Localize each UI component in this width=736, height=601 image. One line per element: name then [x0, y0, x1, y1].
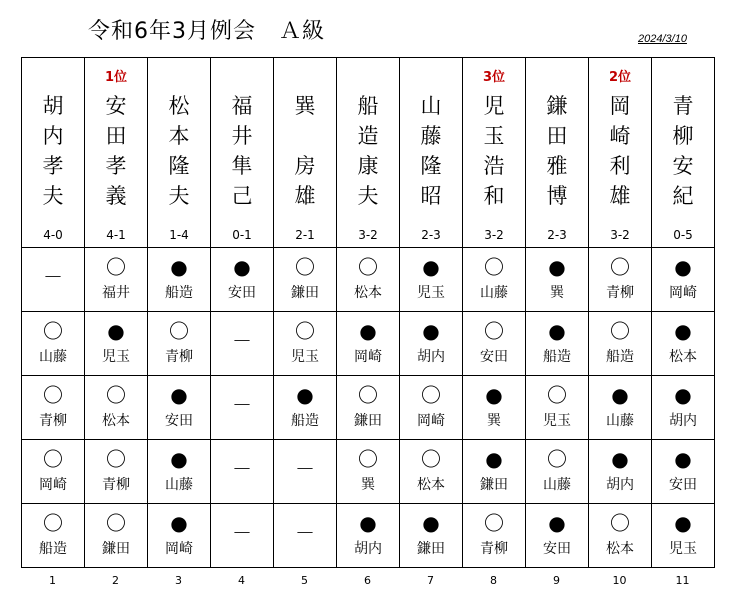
opponent-name: 胡内 — [354, 541, 382, 557]
opponent-name: 青柳 — [480, 541, 508, 557]
opponent-name: 松本 — [102, 413, 130, 429]
result-cell — [337, 312, 400, 376]
win-mark: 〇 — [484, 319, 504, 343]
rank-badge — [148, 66, 210, 82]
win-mark: 〇 — [43, 383, 63, 407]
column-number: 5 — [301, 574, 308, 587]
loss-mark: ● — [359, 319, 377, 343]
result-cell — [148, 440, 211, 504]
no-game-mark: － — [232, 329, 252, 353]
column-number: 7 — [427, 574, 434, 587]
result-cell — [148, 504, 211, 568]
result-cell — [85, 248, 148, 312]
opponent-name: 鎌田 — [417, 541, 445, 557]
player-header — [22, 58, 85, 248]
result-cell — [463, 440, 526, 504]
opponent-name: 鎌田 — [102, 541, 130, 557]
player-header — [652, 58, 715, 248]
result-cell — [22, 504, 85, 568]
opponent-name: 山藤 — [480, 285, 508, 301]
result-cell — [22, 312, 85, 376]
opponent-name: 岡崎 — [669, 285, 697, 301]
loss-mark: ● — [359, 511, 377, 535]
win-loss-record: 3-2 — [358, 228, 378, 242]
win-mark: 〇 — [358, 255, 378, 279]
win-mark: 〇 — [421, 447, 441, 471]
win-mark: 〇 — [547, 447, 567, 471]
win-mark: 〇 — [106, 511, 126, 535]
opponent-name: 児玉 — [291, 349, 319, 365]
loss-mark: ● — [674, 383, 692, 407]
opponent-name: 船造 — [606, 349, 634, 365]
result-cell — [274, 312, 337, 376]
opponent-name: 青柳 — [606, 285, 634, 301]
win-mark: 〇 — [610, 511, 630, 535]
result-cell — [337, 504, 400, 568]
player-header — [85, 58, 148, 248]
opponent-name: 船造 — [543, 349, 571, 365]
result-cell — [337, 440, 400, 504]
opponent-name: 青柳 — [39, 413, 67, 429]
column-number: 2 — [112, 574, 119, 587]
result-cell — [400, 312, 463, 376]
column-number: 4 — [238, 574, 245, 587]
player-header — [274, 58, 337, 248]
result-cell — [526, 312, 589, 376]
result-cell — [652, 376, 715, 440]
win-loss-record: 0-5 — [673, 228, 693, 242]
loss-mark: ● — [611, 447, 629, 471]
result-cell — [148, 376, 211, 440]
result-cell — [463, 504, 526, 568]
page-title: 令和6年3月例会 Ａ級 — [88, 19, 325, 44]
win-loss-record: 2-1 — [295, 228, 315, 242]
loss-mark: ● — [485, 383, 503, 407]
player-name: 船 造 康 夫 — [357, 94, 379, 208]
opponent-name: 児玉 — [102, 349, 130, 365]
player-header — [148, 58, 211, 248]
column-number: 8 — [490, 574, 497, 587]
no-game-mark: － — [232, 521, 252, 545]
player-name: 岡 崎 利 雄 — [609, 94, 631, 208]
result-cell — [22, 248, 85, 312]
opponent-name: 児玉 — [669, 541, 697, 557]
opponent-name: 児玉 — [417, 285, 445, 301]
loss-mark: ● — [170, 383, 188, 407]
column-number: 6 — [364, 574, 371, 587]
win-mark: 〇 — [610, 255, 630, 279]
win-loss-record: 2-3 — [547, 228, 567, 242]
win-mark: 〇 — [106, 383, 126, 407]
result-cell — [211, 376, 274, 440]
win-loss-record: 3-2 — [610, 228, 630, 242]
opponent-name: 安田 — [165, 413, 193, 429]
loss-mark: ● — [674, 511, 692, 535]
column-number: 11 — [675, 574, 690, 587]
opponent-name: 船造 — [39, 541, 67, 557]
result-cell — [274, 504, 337, 568]
opponent-name: 安田 — [543, 541, 571, 557]
rank-badge: 3位 — [482, 70, 506, 85]
result-cell — [274, 376, 337, 440]
result-cell — [589, 248, 652, 312]
win-loss-record: 3-2 — [484, 228, 504, 242]
result-cell — [589, 440, 652, 504]
win-mark: 〇 — [106, 255, 126, 279]
win-mark: 〇 — [106, 447, 126, 471]
player-name: 鎌 田 雅 博 — [546, 94, 568, 208]
result-cell — [526, 504, 589, 568]
result-cell — [22, 376, 85, 440]
opponent-name: 胡内 — [606, 477, 634, 493]
result-cell — [400, 504, 463, 568]
rank-badge — [274, 66, 336, 82]
result-cell — [526, 376, 589, 440]
win-loss-record: 2-3 — [421, 228, 441, 242]
opponent-name: 岡崎 — [39, 477, 67, 493]
result-cell — [652, 504, 715, 568]
result-cell — [85, 440, 148, 504]
result-cell — [85, 312, 148, 376]
rank-badge — [337, 66, 399, 82]
rank-badge — [22, 66, 84, 82]
rank-badge: 2位 — [608, 70, 632, 85]
opponent-name: 松本 — [417, 477, 445, 493]
rank-badge — [652, 66, 714, 82]
loss-mark: ● — [296, 383, 314, 407]
opponent-name: 岡崎 — [417, 413, 445, 429]
opponent-name: 児玉 — [543, 413, 571, 429]
win-mark: 〇 — [295, 255, 315, 279]
result-cell — [526, 248, 589, 312]
result-cell — [589, 312, 652, 376]
opponent-name: 安田 — [669, 477, 697, 493]
opponent-name: 山藤 — [543, 477, 571, 493]
win-mark: 〇 — [610, 319, 630, 343]
result-cell — [85, 376, 148, 440]
opponent-name: 松本 — [606, 541, 634, 557]
result-cell — [148, 248, 211, 312]
result-cell — [211, 248, 274, 312]
opponent-name: 岡崎 — [165, 541, 193, 557]
player-header — [463, 58, 526, 248]
rank-badge — [526, 66, 588, 82]
player-name: 児 玉 浩 和 — [483, 94, 505, 208]
win-mark: 〇 — [43, 447, 63, 471]
opponent-name: 胡内 — [417, 349, 445, 365]
opponent-name: 胡内 — [669, 413, 697, 429]
opponent-name: 青柳 — [165, 349, 193, 365]
opponent-name: 安田 — [480, 349, 508, 365]
player-name: 山 藤 隆 昭 — [420, 94, 442, 208]
loss-mark: ● — [548, 255, 566, 279]
no-game-mark: － — [295, 521, 315, 545]
result-cell — [652, 312, 715, 376]
no-game-mark: － — [232, 393, 252, 417]
result-cell — [85, 504, 148, 568]
rank-badge: 1位 — [104, 70, 128, 85]
loss-mark: ● — [548, 511, 566, 535]
loss-mark: ● — [674, 447, 692, 471]
no-game-mark: － — [232, 457, 252, 481]
player-name: 松 本 隆 夫 — [168, 94, 190, 208]
player-header — [337, 58, 400, 248]
win-mark: 〇 — [295, 319, 315, 343]
opponent-name: 松本 — [354, 285, 382, 301]
loss-mark: ● — [233, 255, 251, 279]
player-header — [211, 58, 274, 248]
loss-mark: ● — [170, 255, 188, 279]
opponent-name: 船造 — [291, 413, 319, 429]
win-loss-record: 4-1 — [106, 228, 126, 242]
column-number: 9 — [553, 574, 560, 587]
result-cell — [400, 440, 463, 504]
opponent-name: 青柳 — [102, 477, 130, 493]
player-header — [526, 58, 589, 248]
result-cell — [400, 248, 463, 312]
opponent-name: 安田 — [228, 285, 256, 301]
opponent-name: 松本 — [669, 349, 697, 365]
result-cell — [526, 440, 589, 504]
win-mark: 〇 — [484, 511, 504, 535]
result-cell — [589, 376, 652, 440]
player-name: 福 井 隼 己 — [231, 94, 253, 208]
opponent-name: 岡崎 — [354, 349, 382, 365]
opponent-name: 巽 — [487, 413, 501, 429]
loss-mark: ● — [107, 319, 125, 343]
win-mark: 〇 — [484, 255, 504, 279]
opponent-name: 巽 — [550, 285, 564, 301]
result-cell — [463, 376, 526, 440]
result-cell — [211, 312, 274, 376]
player-name: 安 田 孝 義 — [105, 94, 127, 208]
column-number: 3 — [175, 574, 182, 587]
result-cell — [463, 248, 526, 312]
event-date: 2024/3/10 — [638, 33, 687, 45]
result-cell — [652, 248, 715, 312]
win-mark: 〇 — [43, 319, 63, 343]
win-mark: 〇 — [169, 319, 189, 343]
result-cell — [463, 312, 526, 376]
result-cell — [211, 440, 274, 504]
no-game-mark: － — [43, 265, 63, 289]
rank-badge — [400, 66, 462, 82]
result-cell — [274, 248, 337, 312]
loss-mark: ● — [485, 447, 503, 471]
player-name: 青 柳 安 紀 — [672, 94, 694, 208]
win-mark: 〇 — [358, 447, 378, 471]
win-loss-record: 1-4 — [169, 228, 189, 242]
opponent-name: 山藤 — [165, 477, 193, 493]
opponent-name: 鎌田 — [354, 413, 382, 429]
column-number: 1 — [49, 574, 56, 587]
player-name: 巽 房 雄 — [294, 94, 316, 208]
player-name: 胡 内 孝 夫 — [42, 94, 64, 208]
opponent-name: 船造 — [165, 285, 193, 301]
result-cell — [589, 504, 652, 568]
opponent-name: 山藤 — [606, 413, 634, 429]
result-cell — [337, 248, 400, 312]
loss-mark: ● — [422, 511, 440, 535]
opponent-name: 巽 — [361, 477, 375, 493]
result-cell — [148, 312, 211, 376]
loss-mark: ● — [170, 447, 188, 471]
win-loss-record: 4-0 — [43, 228, 63, 242]
result-cell — [400, 376, 463, 440]
player-header — [400, 58, 463, 248]
win-mark: 〇 — [547, 383, 567, 407]
rank-badge — [211, 66, 273, 82]
win-mark: 〇 — [358, 383, 378, 407]
opponent-name: 山藤 — [39, 349, 67, 365]
result-cell — [337, 376, 400, 440]
column-number: 10 — [612, 574, 627, 587]
loss-mark: ● — [422, 255, 440, 279]
opponent-name: 福井 — [102, 285, 130, 301]
loss-mark: ● — [422, 319, 440, 343]
loss-mark: ● — [674, 319, 692, 343]
result-cell — [652, 440, 715, 504]
result-cell — [274, 440, 337, 504]
opponent-name: 鎌田 — [291, 285, 319, 301]
loss-mark: ● — [170, 511, 188, 535]
win-loss-record: 0-1 — [232, 228, 252, 242]
player-header — [589, 58, 652, 248]
opponent-name: 鎌田 — [480, 477, 508, 493]
no-game-mark: － — [295, 457, 315, 481]
loss-mark: ● — [548, 319, 566, 343]
loss-mark: ● — [611, 383, 629, 407]
result-cell — [211, 504, 274, 568]
loss-mark: ● — [674, 255, 692, 279]
results-table — [21, 57, 715, 568]
result-cell — [22, 440, 85, 504]
win-mark: 〇 — [421, 383, 441, 407]
win-mark: 〇 — [43, 511, 63, 535]
